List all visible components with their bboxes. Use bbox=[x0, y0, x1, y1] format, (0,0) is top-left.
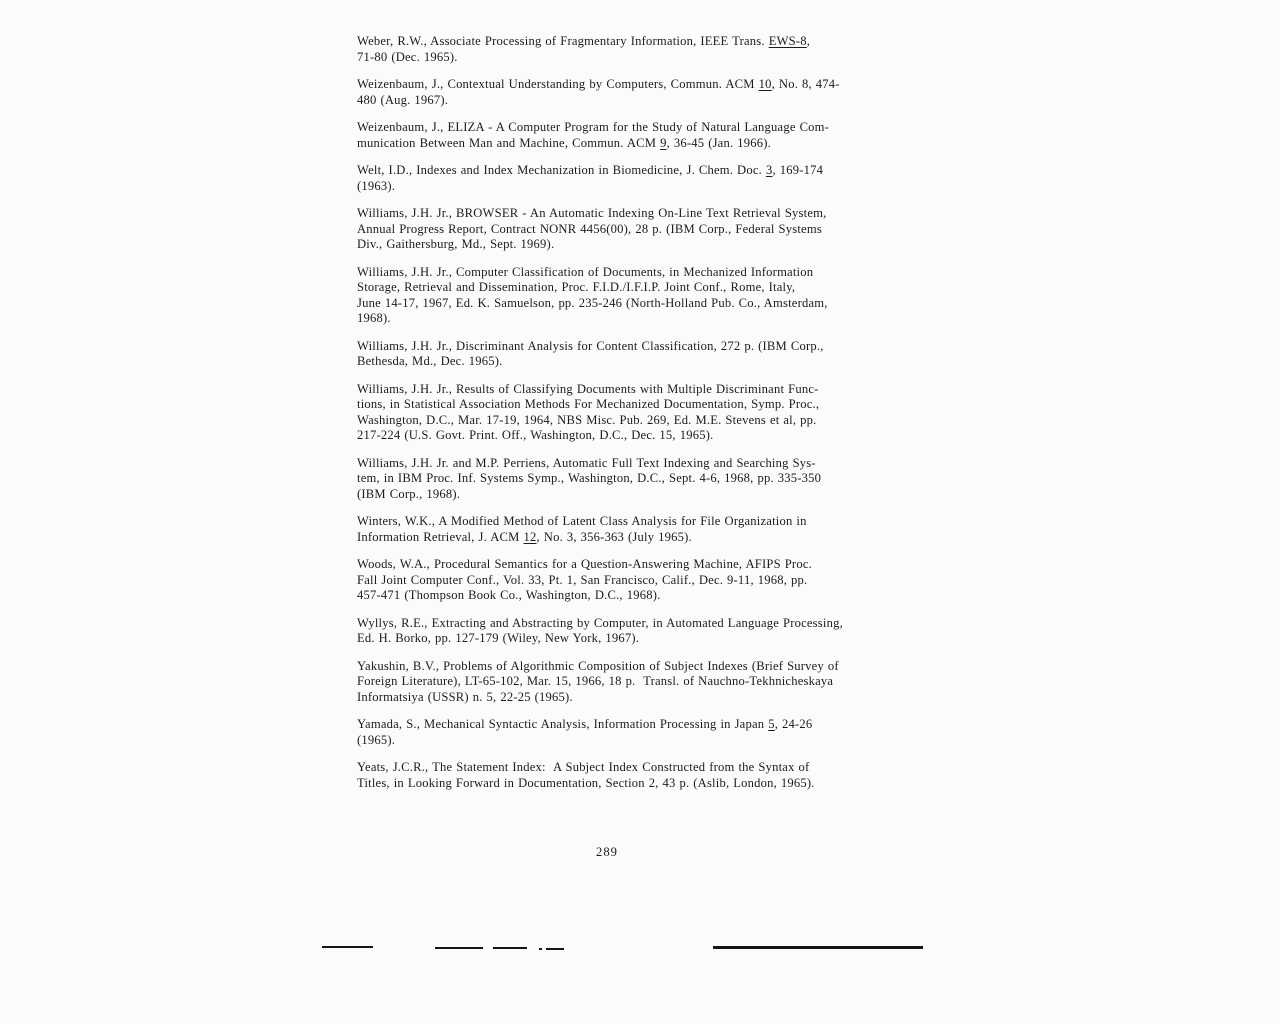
reference-line: Weber, R.W., Associate Processing of Fragmentary Information, IEEE Trans. EWS-8, bbox=[357, 34, 811, 48]
reference-line: Wyllys, R.E., Extracting and Abstracting by Computer, in Automated Language Processing, bbox=[357, 615, 843, 630]
reference-line: Information Retrieval, J. ACM 12, No. 3, 356-363 (July 1965). bbox=[357, 529, 692, 544]
reference-line: Williams, J.H. Jr., BROWSER - An Automatic Indexing On-Line Text Retrieval System, bbox=[357, 206, 827, 220]
scan-mark bbox=[493, 947, 527, 949]
reference-list bbox=[357, 34, 885, 803]
reference-entry bbox=[357, 265, 885, 327]
reference-line: Winters, W.K., A Modified Method of Latent Class Analysis for File Organization in bbox=[357, 514, 807, 528]
reference-line: Bethesda, Md., Dec. 1965). bbox=[357, 354, 503, 368]
reference-line: June 14-17, 1967, Ed. K. Samuelson, pp. 235-246 (North-Holland Pub. Co., Amsterdam, bbox=[357, 295, 828, 310]
reference-line: Foreign Literature), LT-65-102, Mar. 15, 1966, 18 p. Transl. of Nauchno-Tekhnicheskaya bbox=[357, 674, 834, 688]
reference-line: 71-80 (Dec. 1965). bbox=[357, 49, 458, 64]
reference-line: Fall Joint Computer Conf., Vol. 33, Pt. 1, San Francisco, Calif., Dec. 9-11, 1968, pp. bbox=[357, 572, 808, 587]
reference-line: munication Between Man and Machine, Commun. ACM 9, 36-45 (Jan. 1966). bbox=[357, 135, 771, 150]
reference-entry bbox=[357, 77, 885, 108]
reference-entry bbox=[357, 163, 885, 194]
reference-line: tem, in IBM Proc. Inf. Systems Symp., Washington, D.C., Sept. 4-6, 1968, pp. 335-350 bbox=[357, 471, 822, 485]
reference-line: Storage, Retrieval and Dissemination, Proc. F.I.D./I.F.I.P. Joint Conf., Rome, Italy, bbox=[357, 280, 796, 294]
reference-line: Weizenbaum, J., Contextual Understanding by Computers, Commun. ACM 10, No. 8, 474- bbox=[357, 77, 840, 91]
reference-line: Welt, I.D., Indexes and Index Mechanization in Biomedicine, J. Chem. Doc. 3, 169-174 bbox=[357, 163, 824, 177]
scan-mark bbox=[539, 948, 542, 950]
reference-line: Div., Gaithersburg, Md., Sept. 1969). bbox=[357, 237, 555, 251]
reference-line: (1965). bbox=[357, 732, 396, 747]
reference-line: (IBM Corp., 1968). bbox=[357, 486, 461, 501]
reference-entry bbox=[357, 717, 885, 748]
reference-entry bbox=[357, 760, 885, 791]
reference-line: 1968). bbox=[357, 311, 391, 325]
reference-line: Ed. H. Borko, pp. 127-179 (Wiley, New York, 1967). bbox=[357, 631, 640, 645]
reference-entry bbox=[357, 616, 885, 647]
reference-line: Annual Progress Report, Contract NONR 4456(00), 28 p. (IBM Corp., Federal Systems bbox=[357, 221, 822, 236]
reference-line: (1963). bbox=[357, 178, 396, 193]
reference-entry bbox=[357, 514, 885, 545]
reference-line: Williams, J.H. Jr., Results of Classifying Documents with Multiple Discriminant Func- bbox=[357, 381, 819, 396]
reference-entry bbox=[357, 206, 885, 253]
reference-line: Informatsiya (USSR) n. 5, 22-25 (1965). bbox=[357, 689, 573, 704]
reference-entry bbox=[357, 382, 885, 444]
reference-line: 457-471 (Thompson Book Co., Washington, D.C., 1968). bbox=[357, 588, 661, 602]
reference-line: Weizenbaum, J., ELIZA - A Computer Program for the Study of Natural Language Com- bbox=[357, 120, 830, 134]
scan-mark bbox=[546, 948, 564, 950]
reference-line: Yakushin, B.V., Problems of Algorithmic Composition of Subject Indexes (Brief Survey of bbox=[357, 658, 839, 673]
reference-entry bbox=[357, 120, 885, 151]
reference-line: tions, in Statistical Association Methods For Mechanized Documentation, Symp. Proc., bbox=[357, 397, 820, 411]
reference-entry bbox=[357, 34, 885, 65]
scan-mark bbox=[435, 947, 483, 949]
reference-entry bbox=[357, 659, 885, 706]
reference-line: Williams, J.H. Jr. and M.P. Perriens, Automatic Full Text Indexing and Searching Sys- bbox=[357, 455, 816, 470]
reference-line: Washington, D.C., Mar. 17-19, 1964, NBS Misc. Pub. 269, Ed. M.E. Stevens et al, pp. bbox=[357, 412, 817, 427]
reference-line: Williams, J.H. Jr., Discriminant Analysis for Content Classification, 272 p. (IBM Corp., bbox=[357, 338, 824, 353]
reference-line: 480 (Aug. 1967). bbox=[357, 92, 449, 107]
reference-line: 217-224 (U.S. Govt. Print. Off., Washington, D.C., Dec. 15, 1965). bbox=[357, 428, 714, 442]
reference-line: Yeats, J.C.R., The Statement Index: A Subject Index Constructed from the Syntax of bbox=[357, 760, 810, 774]
reference-line: Williams, J.H. Jr., Computer Classification of Documents, in Mechanized Information bbox=[357, 264, 814, 279]
reference-entry bbox=[357, 456, 885, 503]
reference-entry bbox=[357, 339, 885, 370]
reference-line: Yamada, S., Mechanical Syntactic Analysis, Information Processing in Japan 5, 24-26 bbox=[357, 717, 813, 731]
reference-entry bbox=[357, 557, 885, 604]
page-number: 289 bbox=[596, 845, 618, 859]
reference-line: Woods, W.A., Procedural Semantics for a Question-Answering Machine, AFIPS Proc. bbox=[357, 557, 812, 571]
reference-line: Titles, in Looking Forward in Documentation, Section 2, 43 p. (Aslib, London, 1965). bbox=[357, 775, 815, 790]
scan-mark bbox=[713, 946, 923, 949]
scan-mark bbox=[322, 946, 373, 948]
